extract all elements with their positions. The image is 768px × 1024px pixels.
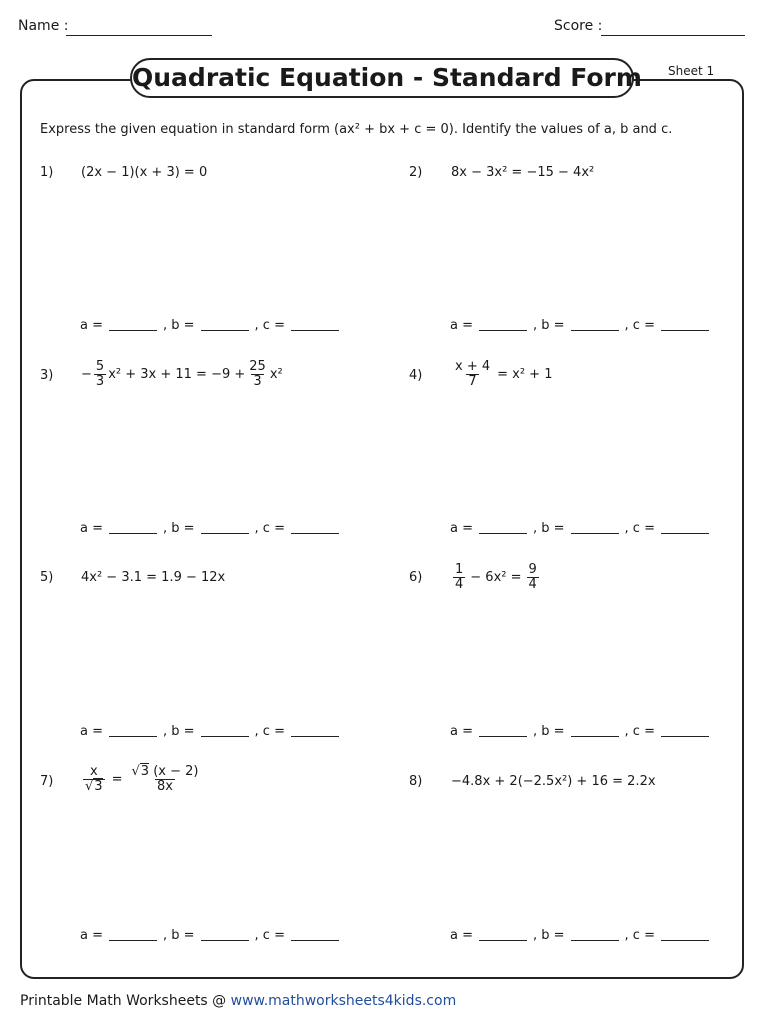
fraction xyxy=(247,360,268,389)
c-blank[interactable] xyxy=(661,330,709,331)
problem-number: 1) xyxy=(40,165,54,180)
a-blank[interactable] xyxy=(479,533,527,534)
denominator: 4 xyxy=(455,577,464,592)
instructions: Express the given equation in standard form (ax² + bx + c = 0). Identify the values of a, b and c. xyxy=(40,122,673,137)
c-blank[interactable] xyxy=(661,940,709,941)
fraction xyxy=(83,765,105,794)
minus-sign: − xyxy=(81,367,92,382)
c-blank[interactable] xyxy=(291,940,339,941)
problem-equation: −4.8x + 2(−2.5x²) + 16 = 2.2x xyxy=(451,774,656,789)
answer-row xyxy=(80,521,345,536)
problem-equation: (2x − 1)(x + 3) = 0 xyxy=(81,165,208,180)
problem-equation xyxy=(81,765,202,794)
numerator: x + 4 xyxy=(455,359,491,374)
problem-equation xyxy=(451,563,541,592)
radicand: 3 xyxy=(140,764,150,779)
answer-row xyxy=(80,928,345,943)
problem-number: 4) xyxy=(409,368,423,383)
a-label: a = xyxy=(80,724,103,739)
a-label: a = xyxy=(80,318,103,333)
c-blank[interactable] xyxy=(661,736,709,737)
fraction xyxy=(453,360,492,389)
radicand: 3 xyxy=(94,779,103,794)
b-label: , b = xyxy=(533,318,565,333)
b-blank[interactable] xyxy=(201,330,249,331)
score-field[interactable] xyxy=(601,35,745,36)
b-label: , b = xyxy=(163,521,195,536)
a-label: a = xyxy=(450,724,473,739)
a-label: a = xyxy=(450,521,473,536)
fraction xyxy=(94,360,106,389)
c-label: , c = xyxy=(624,928,655,943)
problem-number: 3) xyxy=(40,368,54,383)
fraction xyxy=(527,563,539,592)
b-label: , b = xyxy=(533,928,565,943)
numerator: 1 xyxy=(455,562,464,577)
b-blank[interactable] xyxy=(201,533,249,534)
fraction xyxy=(453,563,465,592)
c-blank[interactable] xyxy=(291,533,339,534)
a-blank[interactable] xyxy=(109,330,157,331)
answer-row xyxy=(450,318,715,333)
equation-middle: − 6x² = xyxy=(470,570,522,585)
problem-equation xyxy=(451,360,552,389)
a-blank[interactable] xyxy=(479,940,527,941)
denominator: √3 xyxy=(85,779,103,794)
score-label: Score : xyxy=(554,18,603,34)
problem-number: 6) xyxy=(409,570,423,585)
answer-row xyxy=(80,318,345,333)
a-label: a = xyxy=(80,521,103,536)
c-label: , c = xyxy=(254,521,285,536)
footer xyxy=(20,993,456,1009)
answer-row xyxy=(450,724,715,739)
denominator: 4 xyxy=(528,577,537,592)
answer-row xyxy=(450,928,715,943)
c-label: , c = xyxy=(254,928,285,943)
b-blank[interactable] xyxy=(571,940,619,941)
b-blank[interactable] xyxy=(201,736,249,737)
a-blank[interactable] xyxy=(479,736,527,737)
fraction xyxy=(129,765,200,794)
page-title: Quadratic Equation - Standard Form xyxy=(130,58,634,98)
c-label: , c = xyxy=(624,521,655,536)
b-blank[interactable] xyxy=(571,533,619,534)
denominator: 7 xyxy=(468,374,477,389)
b-label: , b = xyxy=(163,318,195,333)
a-label: a = xyxy=(450,318,473,333)
problem-equation xyxy=(81,360,283,389)
numerator: 5 xyxy=(95,359,105,374)
equation-tail: = x² + 1 xyxy=(497,367,553,382)
numerator: 9 xyxy=(528,562,537,577)
footer-text: Printable Math Worksheets @ xyxy=(20,993,231,1009)
denominator: 8x xyxy=(156,779,173,794)
answer-row xyxy=(450,521,715,536)
footer-link[interactable]: www.mathworksheets4kids.com xyxy=(230,993,457,1009)
a-blank[interactable] xyxy=(109,940,157,941)
name-field[interactable] xyxy=(66,35,212,36)
b-blank[interactable] xyxy=(571,736,619,737)
answer-row xyxy=(80,724,345,739)
b-label: , b = xyxy=(533,521,565,536)
equals-sign: = xyxy=(111,772,123,787)
problem-number: 7) xyxy=(40,774,54,789)
c-blank[interactable] xyxy=(291,736,339,737)
b-label: , b = xyxy=(533,724,565,739)
c-label: , c = xyxy=(624,724,655,739)
sheet-label: Sheet 1 xyxy=(668,64,715,78)
c-blank[interactable] xyxy=(291,330,339,331)
b-label: , b = xyxy=(163,724,195,739)
numerator-rest: (x − 2) xyxy=(149,764,199,779)
c-blank[interactable] xyxy=(661,533,709,534)
name-label: Name : xyxy=(18,18,69,34)
equation-tail: x² xyxy=(269,367,283,382)
numerator: 25 xyxy=(249,359,266,374)
a-label: a = xyxy=(450,928,473,943)
a-label: a = xyxy=(80,928,103,943)
c-label: , c = xyxy=(254,318,285,333)
b-blank[interactable] xyxy=(201,940,249,941)
numerator: x xyxy=(89,764,98,779)
b-blank[interactable] xyxy=(571,330,619,331)
b-label: , b = xyxy=(163,928,195,943)
numerator: √3 (x − 2) xyxy=(131,764,199,779)
denominator: 3 xyxy=(95,374,105,389)
problem-equation: 4x² − 3.1 = 1.9 − 12x xyxy=(81,570,226,585)
a-blank[interactable] xyxy=(109,736,157,737)
c-label: , c = xyxy=(624,318,655,333)
problem-equation: 8x − 3x² = −15 − 4x² xyxy=(451,165,595,180)
problem-number: 8) xyxy=(409,774,423,789)
a-blank[interactable] xyxy=(109,533,157,534)
problem-number: 2) xyxy=(409,165,423,180)
c-label: , c = xyxy=(254,724,285,739)
equation-middle: x² + 3x + 11 = −9 + xyxy=(108,367,246,382)
problem-number: 5) xyxy=(40,570,54,585)
denominator: 3 xyxy=(253,374,262,389)
a-blank[interactable] xyxy=(479,330,527,331)
